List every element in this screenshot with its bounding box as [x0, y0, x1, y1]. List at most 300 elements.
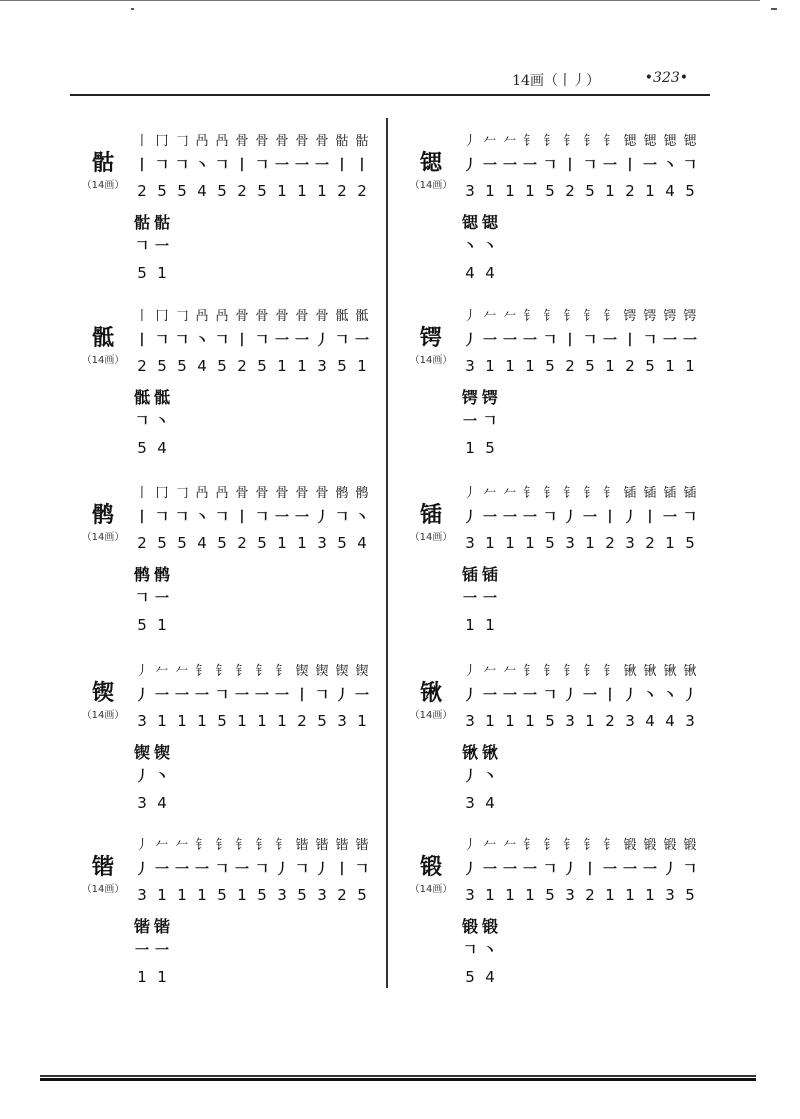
form-glyph: 鹘 [133, 565, 150, 584]
stroke-codes [460, 534, 700, 552]
form-glyph: 锸 [663, 485, 677, 501]
stroke-order-forms-tail [460, 740, 520, 762]
form-glyph: 钅 [543, 133, 557, 149]
stroke-glyph: 𠃍 [215, 333, 229, 349]
stroke-code: 2 [605, 534, 615, 552]
stroke-glyph: 丨 [583, 862, 597, 878]
stroke-code: 4 [485, 794, 495, 812]
stroke-sequence-tail [460, 411, 520, 429]
stroke-code: 2 [585, 886, 595, 904]
stroke-sequence [460, 156, 700, 174]
stroke-glyph: 一 [503, 510, 517, 526]
stroke-code: 3 [317, 886, 327, 904]
stroke-code: 2 [137, 357, 147, 375]
stroke-sequence [132, 686, 372, 704]
stroke-code: 2 [625, 182, 635, 200]
char-entry [398, 482, 698, 652]
stroke-glyph: 𠃍 [175, 510, 189, 526]
form-glyph: 锴 [335, 837, 349, 853]
stroke-glyph: 一 [235, 688, 249, 704]
form-glyph: 锲 [335, 663, 349, 679]
stroke-code: 3 [137, 712, 147, 730]
stroke-code: 3 [317, 357, 327, 375]
form-glyph: 锴 [153, 917, 170, 936]
stroke-sequence [460, 508, 700, 526]
stroke-code: 1 [485, 886, 495, 904]
stroke-code: 2 [237, 534, 247, 552]
stroke-order-forms [460, 305, 700, 323]
stroke-glyph: 𠃍 [483, 414, 497, 430]
stroke-code: 2 [625, 357, 635, 375]
stroke-glyph: 一 [503, 158, 517, 174]
stroke-codes-tail [132, 439, 192, 457]
form-glyph: 鹘 [153, 565, 170, 584]
form-glyph: 骨 [295, 485, 309, 501]
scan-mark [131, 8, 134, 10]
stroke-code: 5 [337, 357, 347, 375]
stroke-glyph: 丶 [643, 688, 657, 704]
stroke-glyph: 丨 [135, 333, 149, 349]
form-glyph: 𠂉 [483, 663, 497, 679]
stroke-code: 1 [505, 534, 515, 552]
stroke-glyph: 一 [155, 862, 169, 878]
form-glyph: 𠂉 [503, 133, 517, 149]
form-glyph: 骨 [255, 485, 269, 501]
stroke-glyph: 一 [155, 591, 169, 607]
char-entry [70, 660, 370, 830]
stroke-order-forms-tail [132, 562, 192, 584]
stroke-order-forms [132, 834, 372, 852]
stroke-glyph: 一 [135, 943, 149, 959]
stroke-glyph: 丿 [663, 862, 677, 878]
stroke-glyph: 𠃍 [335, 333, 349, 349]
form-glyph: 锸 [623, 485, 637, 501]
stroke-order-forms [460, 130, 700, 148]
stroke-code: 4 [665, 182, 675, 200]
stroke-glyph: 一 [275, 688, 289, 704]
stroke-glyph: 丿 [623, 510, 637, 526]
form-glyph: 骨 [275, 308, 289, 324]
stroke-glyph: 一 [643, 862, 657, 878]
stroke-code: 1 [585, 712, 595, 730]
stroke-codes [132, 886, 372, 904]
form-glyph: 锶 [643, 133, 657, 149]
form-glyph: 锹 [683, 663, 697, 679]
stroke-glyph: 𠃍 [643, 333, 657, 349]
stroke-glyph: 一 [195, 862, 209, 878]
form-glyph: 𠂉 [483, 308, 497, 324]
stroke-sequence-tail [460, 940, 520, 958]
stroke-code: 1 [465, 439, 475, 457]
form-glyph: 钅 [523, 133, 537, 149]
form-glyph: 𠂉 [175, 663, 189, 679]
char-entry [70, 834, 370, 1004]
stroke-code: 1 [685, 357, 695, 375]
form-glyph: 锴 [315, 837, 329, 853]
form-glyph: 骷 [335, 133, 349, 149]
stroke-code: 3 [625, 712, 635, 730]
stroke-glyph: 丿 [463, 769, 477, 785]
stroke-glyph: 一 [175, 688, 189, 704]
form-glyph: 骨 [255, 308, 269, 324]
stroke-code: 5 [257, 182, 267, 200]
stroke-sequence-tail [132, 236, 192, 254]
form-glyph: 钅 [235, 837, 249, 853]
form-glyph: 锻 [663, 837, 677, 853]
stroke-code: 5 [217, 886, 227, 904]
form-glyph: 钅 [523, 485, 537, 501]
form-glyph: 钅 [543, 837, 557, 853]
stroke-glyph: 一 [463, 414, 477, 430]
stroke-codes-tail [460, 616, 520, 634]
form-glyph: 钅 [563, 837, 577, 853]
stroke-order-forms-tail [460, 914, 520, 936]
stroke-code: 1 [485, 357, 495, 375]
stroke-code: 5 [137, 616, 147, 634]
stroke-glyph: 丶 [155, 769, 169, 785]
form-glyph: 锹 [461, 743, 478, 762]
form-glyph: 骨 [275, 133, 289, 149]
form-glyph: 冎 [215, 133, 229, 149]
stroke-glyph: 一 [603, 862, 617, 878]
stroke-code: 3 [625, 534, 635, 552]
form-glyph: 锷 [461, 388, 478, 407]
stroke-glyph: 丿 [563, 862, 577, 878]
stroke-code: 1 [525, 357, 535, 375]
form-glyph: 钅 [603, 663, 617, 679]
stroke-glyph: 一 [295, 158, 309, 174]
form-glyph: 骨 [275, 485, 289, 501]
form-glyph: 锻 [623, 837, 637, 853]
stroke-code: 4 [465, 264, 475, 282]
form-glyph: 锴 [295, 837, 309, 853]
form-glyph: 锴 [355, 837, 369, 853]
stroke-code: 1 [485, 712, 495, 730]
stroke-code: 3 [137, 886, 147, 904]
page-header [70, 70, 710, 92]
stroke-codes [460, 357, 700, 375]
stroke-code: 1 [665, 534, 675, 552]
form-glyph: 锹 [623, 663, 637, 679]
form-glyph: 骷 [153, 213, 170, 232]
stroke-code: 5 [177, 357, 187, 375]
form-glyph: 锹 [481, 743, 498, 762]
stroke-glyph: 一 [523, 510, 537, 526]
entry-stroke-count: （14画） [409, 355, 453, 366]
form-glyph: 𠂉 [483, 837, 497, 853]
stroke-glyph: 一 [483, 333, 497, 349]
stroke-code: 4 [665, 712, 675, 730]
stroke-glyph: 一 [663, 333, 677, 349]
stroke-code: 4 [485, 968, 495, 986]
stroke-glyph: 一 [643, 158, 657, 174]
stroke-glyph: 𠃍 [255, 510, 269, 526]
stroke-glyph: 一 [483, 591, 497, 607]
form-glyph: 钅 [255, 837, 269, 853]
entry-stroke-count: （14画） [409, 710, 453, 721]
stroke-code: 2 [237, 182, 247, 200]
stroke-glyph: 丨 [335, 862, 349, 878]
stroke-glyph: 𠃍 [255, 862, 269, 878]
entry-headword: 锴 [91, 854, 114, 880]
form-glyph: 钅 [543, 663, 557, 679]
stroke-code: 1 [277, 534, 287, 552]
stroke-sequence [132, 860, 372, 878]
stroke-sequence [132, 156, 372, 174]
stroke-glyph: 一 [155, 943, 169, 959]
stroke-sequence-tail [460, 766, 520, 784]
entry-headword: 骷 [91, 150, 114, 176]
stroke-code: 4 [197, 534, 207, 552]
stroke-glyph: 一 [683, 333, 697, 349]
form-glyph: 锲 [355, 663, 369, 679]
stroke-code: 5 [585, 182, 595, 200]
form-glyph: 钅 [543, 485, 557, 501]
stroke-code: 4 [485, 264, 495, 282]
stroke-order-forms [132, 130, 372, 148]
stroke-codes-tail [132, 616, 192, 634]
stroke-code: 1 [177, 712, 187, 730]
stroke-code: 1 [157, 616, 167, 634]
stroke-code: 2 [565, 357, 575, 375]
stroke-glyph: 𠃍 [255, 333, 269, 349]
stroke-code: 1 [157, 886, 167, 904]
stroke-glyph: 一 [175, 862, 189, 878]
form-glyph: 钅 [583, 308, 597, 324]
form-glyph: 冎 [195, 133, 209, 149]
stroke-code: 1 [505, 886, 515, 904]
stroke-glyph: 𠃍 [683, 862, 697, 878]
stroke-glyph: 丿 [463, 688, 477, 704]
form-glyph: 钅 [583, 485, 597, 501]
form-glyph: 锻 [643, 837, 657, 853]
form-glyph: 丿 [135, 663, 149, 679]
form-glyph: 钅 [523, 308, 537, 324]
form-glyph: 丿 [463, 837, 477, 853]
stroke-glyph: 丶 [355, 510, 369, 526]
stroke-order-forms [460, 660, 700, 678]
form-glyph: 丿 [463, 133, 477, 149]
stroke-glyph: 丿 [683, 688, 697, 704]
form-glyph: 锲 [295, 663, 309, 679]
stroke-glyph: 一 [463, 591, 477, 607]
stroke-code: 1 [485, 616, 495, 634]
stroke-code: 2 [297, 712, 307, 730]
stroke-glyph: 𠃍 [315, 688, 329, 704]
stroke-glyph: 𠃍 [155, 158, 169, 174]
stroke-glyph: 丨 [235, 510, 249, 526]
scan-mark [771, 8, 777, 10]
stroke-code: 5 [545, 182, 555, 200]
stroke-glyph: 𠃍 [295, 862, 309, 878]
stroke-code: 3 [465, 886, 475, 904]
stroke-code: 2 [137, 534, 147, 552]
stroke-code: 5 [645, 357, 655, 375]
stroke-order-forms [460, 482, 700, 500]
stroke-codes-tail [132, 794, 192, 812]
stroke-glyph: 丨 [335, 158, 349, 174]
form-glyph: 骨 [295, 308, 309, 324]
stroke-glyph: 一 [295, 510, 309, 526]
stroke-code: 5 [685, 182, 695, 200]
stroke-glyph: 𠃍 [683, 158, 697, 174]
stroke-sequence [460, 686, 700, 704]
stroke-glyph: 一 [523, 158, 537, 174]
form-glyph: 丿 [463, 308, 477, 324]
stroke-code: 1 [157, 264, 167, 282]
stroke-glyph: 一 [255, 688, 269, 704]
form-glyph: 𠃌 [175, 133, 189, 149]
stroke-codes [132, 712, 372, 730]
stroke-glyph: 丿 [623, 688, 637, 704]
stroke-order-forms-tail [460, 562, 520, 584]
stroke-sequence [132, 508, 372, 526]
stroke-code: 1 [157, 968, 167, 986]
stroke-glyph: 𠃍 [135, 239, 149, 255]
stroke-code: 5 [217, 182, 227, 200]
stroke-code: 4 [197, 357, 207, 375]
stroke-code: 1 [605, 182, 615, 200]
stroke-code: 4 [157, 794, 167, 812]
stroke-code: 3 [137, 794, 147, 812]
stroke-codes [132, 182, 372, 200]
form-glyph: 𠃌 [175, 485, 189, 501]
stroke-code: 2 [337, 886, 347, 904]
stroke-code: 5 [465, 968, 475, 986]
form-glyph: 鹘 [355, 485, 369, 501]
page-number: •323• [644, 70, 688, 86]
stroke-code: 1 [465, 616, 475, 634]
form-glyph: 锸 [683, 485, 697, 501]
stroke-glyph: 𠃍 [135, 414, 149, 430]
stroke-glyph: 一 [295, 333, 309, 349]
form-glyph: 钅 [583, 837, 597, 853]
stroke-glyph: 一 [523, 688, 537, 704]
form-glyph: 钅 [563, 133, 577, 149]
stroke-code: 5 [217, 357, 227, 375]
stroke-code: 1 [257, 712, 267, 730]
stroke-code: 3 [565, 886, 575, 904]
form-glyph: 锻 [481, 917, 498, 936]
footer-rule [40, 1075, 756, 1077]
stroke-code: 1 [317, 182, 327, 200]
stroke-code: 5 [177, 534, 187, 552]
form-glyph: 𠂉 [503, 837, 517, 853]
form-glyph: 锶 [481, 213, 498, 232]
stroke-code: 5 [545, 712, 555, 730]
entry-stroke-count: （14画） [81, 710, 125, 721]
stroke-glyph: 𠃍 [583, 333, 597, 349]
stroke-code: 4 [197, 182, 207, 200]
stroke-order-forms-tail [460, 385, 520, 407]
stroke-glyph: 一 [155, 688, 169, 704]
stroke-glyph: 丨 [135, 158, 149, 174]
stroke-codes-tail [460, 968, 520, 986]
stroke-glyph: 丨 [623, 158, 637, 174]
form-glyph: 骨 [315, 308, 329, 324]
entry-stroke-count: （14画） [409, 532, 453, 543]
form-glyph: 骨 [315, 133, 329, 149]
form-glyph: 骶 [153, 388, 170, 407]
stroke-glyph: 𠃍 [175, 158, 189, 174]
form-glyph: 𠂉 [503, 485, 517, 501]
form-glyph: 锶 [683, 133, 697, 149]
stroke-glyph: 丶 [483, 769, 497, 785]
stroke-code: 5 [257, 534, 267, 552]
form-glyph: 钅 [195, 663, 209, 679]
char-entry [70, 482, 370, 652]
form-glyph: 丿 [463, 485, 477, 501]
stroke-glyph: 丿 [463, 158, 477, 174]
stroke-code: 1 [505, 182, 515, 200]
stroke-glyph: 一 [623, 862, 637, 878]
stroke-glyph: 𠃍 [155, 333, 169, 349]
stroke-code: 2 [337, 182, 347, 200]
stroke-glyph: 丶 [195, 333, 209, 349]
form-glyph: 𠂉 [155, 837, 169, 853]
running-title: 14画（丨丿） [512, 73, 600, 89]
stroke-code: 3 [465, 534, 475, 552]
form-glyph: 冎 [215, 308, 229, 324]
form-glyph: 骷 [133, 213, 150, 232]
form-glyph: 骨 [295, 133, 309, 149]
stroke-code: 5 [685, 886, 695, 904]
scan-top-edge [0, 0, 760, 1]
stroke-code: 1 [357, 712, 367, 730]
column-divider [386, 118, 388, 988]
stroke-code: 1 [197, 712, 207, 730]
stroke-sequence-tail [132, 940, 192, 958]
stroke-glyph: 丨 [235, 333, 249, 349]
stroke-code: 1 [525, 712, 535, 730]
entry-headword: 锷 [419, 325, 442, 351]
form-glyph: 锸 [643, 485, 657, 501]
stroke-code: 1 [277, 712, 287, 730]
form-glyph: 钅 [195, 837, 209, 853]
stroke-code: 2 [357, 182, 367, 200]
stroke-code: 1 [525, 182, 535, 200]
form-glyph: 锴 [133, 917, 150, 936]
stroke-codes-tail [460, 794, 520, 812]
stroke-code: 3 [277, 886, 287, 904]
form-glyph: 锲 [315, 663, 329, 679]
form-glyph: 钅 [275, 663, 289, 679]
form-glyph: 锲 [133, 743, 150, 762]
stroke-glyph: 𠃍 [335, 510, 349, 526]
form-glyph: 锷 [481, 388, 498, 407]
form-glyph: 钅 [523, 837, 537, 853]
stroke-code: 3 [465, 357, 475, 375]
stroke-code: 5 [545, 886, 555, 904]
stroke-code: 5 [137, 264, 147, 282]
stroke-sequence [460, 331, 700, 349]
stroke-code: 3 [317, 534, 327, 552]
stroke-code: 3 [337, 712, 347, 730]
entry-headword: 骶 [91, 325, 114, 351]
stroke-code: 5 [157, 534, 167, 552]
form-glyph: 𠂉 [503, 663, 517, 679]
stroke-code: 1 [625, 886, 635, 904]
form-glyph: 骨 [235, 133, 249, 149]
stroke-code: 1 [605, 357, 615, 375]
stroke-glyph: 𠃍 [215, 158, 229, 174]
stroke-glyph: 丿 [315, 333, 329, 349]
stroke-glyph: 𠃍 [215, 862, 229, 878]
stroke-code: 3 [565, 712, 575, 730]
stroke-glyph: 一 [315, 158, 329, 174]
stroke-glyph: 𠃍 [543, 688, 557, 704]
stroke-glyph: 丶 [155, 414, 169, 430]
